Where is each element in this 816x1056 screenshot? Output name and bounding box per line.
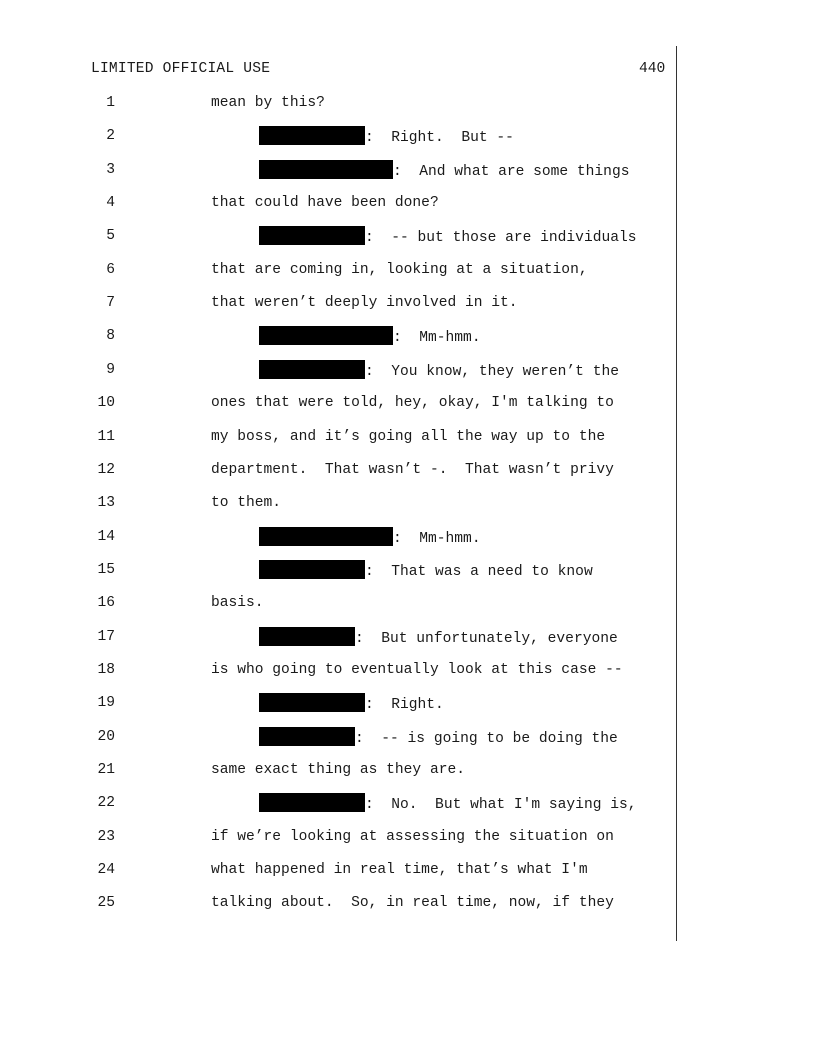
speaker-text: : That was a need to know	[365, 563, 593, 580]
line-number: 9	[106, 361, 115, 378]
speaker-text: : But unfortunately, everyone	[355, 630, 618, 647]
line-number: 5	[106, 228, 115, 245]
speaker-text: : You know, they weren’t the	[365, 363, 619, 380]
speaker-text: : Right.	[365, 697, 444, 714]
speaker-text: : -- but those are individuals	[365, 230, 637, 247]
transcript-line	[0, 427, 816, 447]
transcript-line	[0, 393, 816, 413]
line-number: 24	[97, 862, 115, 879]
transcript-line	[0, 660, 816, 680]
transcript-line	[0, 226, 816, 246]
transcript-line	[0, 760, 816, 780]
redaction-box	[259, 560, 365, 579]
redaction-box	[259, 126, 365, 145]
line-text: that could have been done?	[211, 195, 439, 212]
line-text: to them.	[211, 495, 282, 512]
line-number: 25	[97, 895, 115, 912]
line-text: that are coming in, looking at a situation,	[211, 261, 588, 278]
speaker-line	[259, 693, 444, 715]
line-text: is who going to eventually look at this case --	[211, 661, 623, 678]
redaction-box	[259, 527, 393, 546]
speaker-line	[259, 727, 618, 749]
transcript-line	[0, 126, 816, 146]
transcript-line	[0, 860, 816, 880]
line-number: 15	[97, 561, 115, 578]
transcript-line	[0, 827, 816, 847]
line-number: 2	[106, 128, 115, 145]
line-text: what happened in real time, that’s what I'm	[211, 862, 588, 879]
line-number: 10	[97, 395, 115, 412]
transcript-line	[0, 893, 816, 913]
speaker-line	[259, 160, 629, 182]
line-number: 20	[97, 728, 115, 745]
transcript-line	[0, 793, 816, 813]
transcript-line	[0, 560, 816, 580]
line-number: 11	[97, 428, 115, 445]
line-text: my boss, and it’s going all the way up to the	[211, 428, 606, 445]
transcript-line	[0, 160, 816, 180]
line-number: 14	[97, 528, 115, 545]
line-number: 6	[106, 261, 115, 278]
line-number: 17	[97, 628, 115, 645]
speaker-line	[259, 226, 637, 248]
transcript-line	[0, 460, 816, 480]
line-number: 19	[97, 695, 115, 712]
transcript-line	[0, 193, 816, 213]
line-number: 22	[97, 795, 115, 812]
line-number: 18	[97, 661, 115, 678]
redaction-box	[259, 160, 393, 179]
line-text: same exact thing as they are.	[211, 762, 465, 778]
transcript-line	[0, 527, 816, 547]
redaction-box	[259, 693, 365, 712]
transcript-line	[0, 593, 816, 613]
line-text: if we’re looking at assessing the situation on	[211, 828, 614, 845]
speaker-line	[259, 527, 481, 549]
line-number: 3	[106, 161, 115, 178]
transcript-line	[0, 260, 816, 280]
transcript-line	[0, 493, 816, 513]
speaker-line	[259, 627, 618, 649]
transcript-line	[0, 627, 816, 647]
speaker-line	[259, 360, 619, 382]
line-number: 7	[106, 295, 115, 312]
line-number: 8	[106, 328, 115, 345]
line-text: mean by this?	[211, 95, 325, 111]
redaction-box	[259, 360, 365, 379]
speaker-text: : Mm-hmm.	[393, 530, 481, 547]
transcript-line	[0, 727, 816, 747]
classification-header: LIMITED OFFICIAL USE	[91, 61, 271, 77]
line-text: basis.	[211, 595, 264, 612]
speaker-text: : And what are some things	[393, 163, 630, 180]
line-number: 16	[97, 595, 115, 612]
transcript-line	[0, 360, 816, 380]
transcript-line	[0, 93, 816, 113]
line-text: that weren’t deeply involved in it.	[211, 295, 518, 312]
redaction-box	[259, 793, 365, 812]
line-text: department. That wasn’t -. That wasn’t privy	[211, 461, 614, 478]
speaker-line	[259, 126, 514, 148]
speaker-line	[259, 793, 637, 815]
speaker-line	[259, 326, 481, 348]
speaker-text: : No. But what I'm saying is,	[365, 797, 637, 814]
redaction-box	[259, 326, 393, 345]
transcript-line	[0, 693, 816, 713]
speaker-line	[259, 560, 593, 582]
speaker-text: : -- is going to be doing the	[355, 730, 618, 747]
redaction-box	[259, 627, 355, 646]
line-text: ones that were told, hey, okay, I'm talking to	[211, 395, 614, 412]
line-number: 1	[106, 95, 115, 111]
redaction-box	[259, 226, 365, 245]
line-text: talking about. So, in real time, now, if they	[211, 895, 614, 912]
line-number: 13	[97, 495, 115, 512]
transcript-line	[0, 293, 816, 313]
line-number: 4	[106, 195, 115, 212]
speaker-text: : Right. But --	[365, 130, 514, 147]
speaker-text: : Mm-hmm.	[393, 330, 481, 347]
line-number: 23	[97, 828, 115, 845]
line-number: 21	[97, 762, 115, 778]
page-number: 440	[639, 61, 666, 77]
line-number: 12	[97, 461, 115, 478]
redaction-box	[259, 727, 355, 746]
transcript-line	[0, 326, 816, 346]
